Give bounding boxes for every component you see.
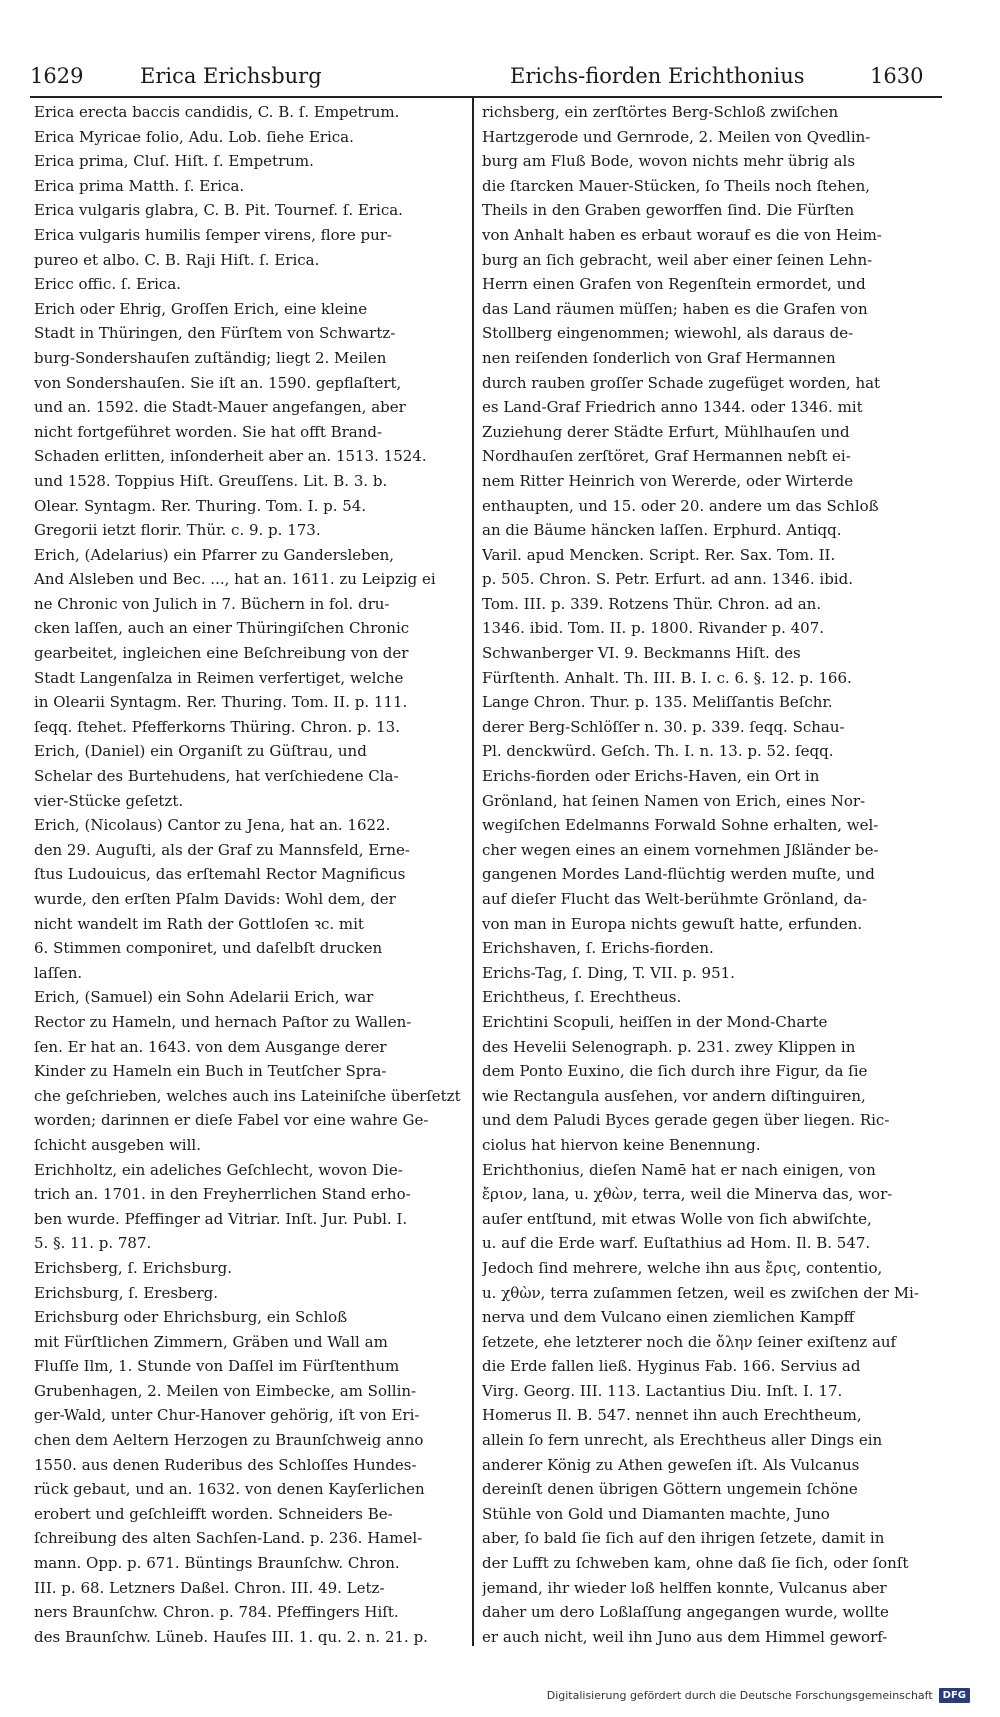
column-divider [472, 98, 474, 1646]
footer-text: Digitalisierung gefördert durch die Deutsche Forschungsgemeinschaft [546, 1689, 933, 1702]
left-page-number: 1629 [30, 64, 84, 88]
right-column-text: richsberg, ein zerſtörtes Berg-Schloß zwiſchen Hartzgerode und Gernrode, 2. Meilen von Qvedlin- burg am Fluß Bode, wovon nichts mehr übrig als die ſtarcken Mauer-Stücken, ſo Theils noch ſtehen, Theils in den Graben geworffen ſind. Die Fürſten von Anhalt haben es erbaut worauf es die von Heim- burg an ſich gebracht, weil aber einer ſeinen Lehn- Herrn einen Grafen von Regenſtein ermordet, und das Land räumen müſſen; haben es die Grafen von Stollberg eingenommen; wiewohl, als daraus de- nen reiſenden ſonderlich von Graf Hermannen durch rauben groſſer Schade zugefüget worden, hat es Land-Graf Friedrich anno 1344. oder 1346. mit Zuziehung derer Städte Erfurt, Mühlhauſen und Nordhauſen zerſtöret, Graf Hermannen nebſt ei- nem Ritter Heinrich von Wererde, oder Wirterde enthaupten, und 15. oder 20. andere um das Schloß an die Bäume häncken laſſen. Erphurd. Antiqq. Varil. apud Mencken. Script. Rer. Sax. Tom. II. p. 505. Chron. S. Petr. Erfurt. ad ann. 1346. ibid. Tom. III. p. 339. Rotzens Thür. Chron. ad an. 1346. ibid. Tom. II. p. 1800. Rivander p. 407. Schwanberger VI. 9. Beckmanns Hiſt. des Fürſtenth. Anhalt. Th. III. B. I. c. 6. §. 12. p. 166. Lange Chron. Thur. p. 135. Meliſſantis Beſchr. derer Berg-Schlöſſer n. 30. p. 339. ſeqq. Schau- Pl. denckwürd. Geſch. Th. I. n. 13. p. 52. ſeqq. Erichs-fiorden oder Erichs-Haven, ein Ort in Grönland, hat ſeinen Namen von Erich, eines Nor- wegiſchen Edelmanns Forwald Sohne erhalten, wel- cher wegen eines an einem vornehmen Jßländer be- gangenen Mordes Land-flüchtig werden muſte, und auf dieſer Flucht das Welt-berühmte Grönland, da- von man in Europa nichts gewuſt hatte, erfunden. Erichshaven, ſ. Erichs-fiorden. Erichs-Tag, ſ. Ding, T. VII. p. 951. Erichtheus, ſ. Erechtheus. Erichtini Scopuli, heiſſen in der Mond-Charte des Hevelii Selenograph. p. 231. zwey Klippen in dem Ponto Euxino, die ſich durch ihre Figur, da ſie wie Rectangula ausſehen, vor andern diſtinguiren, und dem Paludi Byces gerade gegen über liegen. Ric- ciolus hat hiervon keine Benennung. Erichthonius, dieſen Namē hat er nach einigen, von ἔριον, lana, u. χθὼν, terra, weil die Minerva das, wor- auſer entſtund, mit etwas Wolle von ſich abwiſchte, u. auf die Erde warf. Euſtathius ad Hom. Il. B. 547. Jedoch ſind mehrere, welche ihn aus ἔρις, contentio, u. χθὼν, terra zuſammen ſetzen, weil es zwiſchen der Mi- nerva und dem Vulcano einen ziemlichen Kampff ſetzete, ehe letzterer noch die ὄλην ſeiner exiſtenz auf die Erde fallen ließ. Hyginus Fab. 166. Servius ad Virg. Georg. III. 113. Lactantius Diu. Inſt. I. 17. Homerus Il. B. 547. nennet ihn auch Erechtheum, allein ſo fern unrecht, als Erechtheus aller Dings ein anderer König zu Athen geweſen iſt. Als Vulcanus dereinſt denen übrigen Göttern ungemein ſchöne Stühle von Gold und Diamanten machte, Juno aber, ſo bald ſie ſich auf den ihrigen ſetzete, damit in der Lufft zu ſchweben kam, ohne daß ſie ſich, oder ſonſt jemand, ihr wieder loß helffen konnte, Vulcanus aber daher um dero Loßlaſſung angegangen wurde, wollte er auch nicht, weil ihn Juno aus dem Himmel geworf- [482, 103, 919, 1646]
right-column [482, 100, 938, 1650]
left-column [34, 100, 462, 1650]
right-page-number: 1630 [870, 64, 924, 88]
header-rule [30, 96, 942, 98]
footer [547, 1688, 970, 1703]
right-header-words: Erichs-fiorden Erichthonius [510, 64, 805, 88]
dfg-logo: DFG [939, 1688, 970, 1703]
left-column-text: Erica erecta baccis candidis, C. B. ſ. Empetrum. Erica Myricae folio, Adu. Lob. ſiehe Erica. Erica prima, Cluſ. Hiſt. ſ. Empetrum. Erica prima Matth. ſ. Erica. Erica vulgaris glabra, C. B. Pit. Tournef. ſ. Erica. Erica vulgaris humilis ſemper virens, flore pur- pureo et albo. C. B. Raji Hiſt. ſ. Erica. Ericc offic. ſ. Erica. Erich oder Ehrig, Groſſen Erich, eine kleine Stadt in Thüringen, den Fürſtem von Schwartz- burg-Sondershauſen zuſtändig; liegt 2. Meilen von Sondershauſen. Sie iſt an. 1590. gepflaſtert, und an. 1592. die Stadt-Mauer angefangen, aber nicht fortgeführet worden. Sie hat offt Brand- Schaden erlitten, inſonderheit aber an. 1513. 1524. und 1528. Toppius Hiſt. Greuſſens. Lit. B. 3. b. Olear. Syntagm. Rer. Thuring. Tom. I. p. 54. Gregorii ietzt florir. Thür. c. 9. p. 173. Erich, (Adelarius) ein Pfarrer zu Gandersleben, And Alsleben und Bec. ..., hat an. 1611. zu Leipzig ei ne Chronic von Julich in 7. Büchern in fol. dru- cken laſſen, auch an einer Thüringiſchen Chronic gearbeitet, ingleichen eine Beſchreibung von der Stadt Langenſalza in Reimen verfertiget, welche in Olearii Syntagm. Rer. Thuring. Tom. II. p. 111. ſeqq. ſtehet. Pfefferkorns Thüring. Chron. p. 13. Erich, (Daniel) ein Organiſt zu Güſtrau, und Schelar des Burtehudens, hat verſchiedene Cla- vier-Stücke geſetzt. Erich, (Nicolaus) Cantor zu Jena, hat an. 1622. den 29. Auguſti, als der Graf zu Mannsfeld, Erne- ſtus Ludouicus, das erſtemahl Rector Magnificus wurde, den erſten Pſalm Davids: Wohl dem, der nicht wandelt im Rath der Gottloſen ꝛc. mit 6. Stimmen componiret, und daſelbſt drucken laſſen. Erich, (Samuel) ein Sohn Adelarii Erich, war Rector zu Hameln, und hernach Paſtor zu Wallen- ſen. Er hat an. 1643. von dem Ausgange derer Kinder zu Hameln ein Buch in Teutſcher Spra- che geſchrieben, welches auch ins Lateiniſche überſetzt worden; darinnen er dieſe Fabel vor eine wahre Ge- ſchicht ausgeben will. Erichholtz, ein adeliches Geſchlecht, wovon Die- trich an. 1701. in den Freyherrlichen Stand erho- ben wurde. Pfeffinger ad Vitriar. Inſt. Jur. Publ. I. 5. §. 11. p. 787. Erichsberg, ſ. Erichsburg. Erichsburg, ſ. Eresberg. Erichsburg oder Ehrichsburg, ein Schloß mit Fürſtlichen Zimmern, Gräben und Wall am Fluſſe Ilm, 1. Stunde von Daſſel im Fürſtenthum Grubenhagen, 2. Meilen von Eimbecke, am Sollin- ger-Wald, unter Chur-Hanover gehörig, iſt von Eri- chen dem Aeltern Herzogen zu Braunſchweig anno 1550. aus denen Ruderibus des Schloſſes Hundes- rück gebaut, und an. 1632. von denen Kayſerlichen erobert und geſchleifft worden. Schneiders Be- ſchreibung des alten Sachſen-Land. p. 236. Hamel- mann. Opp. p. 671. Büntings Braunſchw. Chron. III. p. 68. Letzners Daßel. Chron. III. 49. Letz- ners Braunſchw. Chron. p. 784. Pfeffingers Hiſt. des Braunſchw. Lüneb. Hauſes III. 1. qu. 2. n. 21. p. [34, 103, 461, 1646]
left-header-words: Erica Erichsburg [140, 64, 322, 88]
